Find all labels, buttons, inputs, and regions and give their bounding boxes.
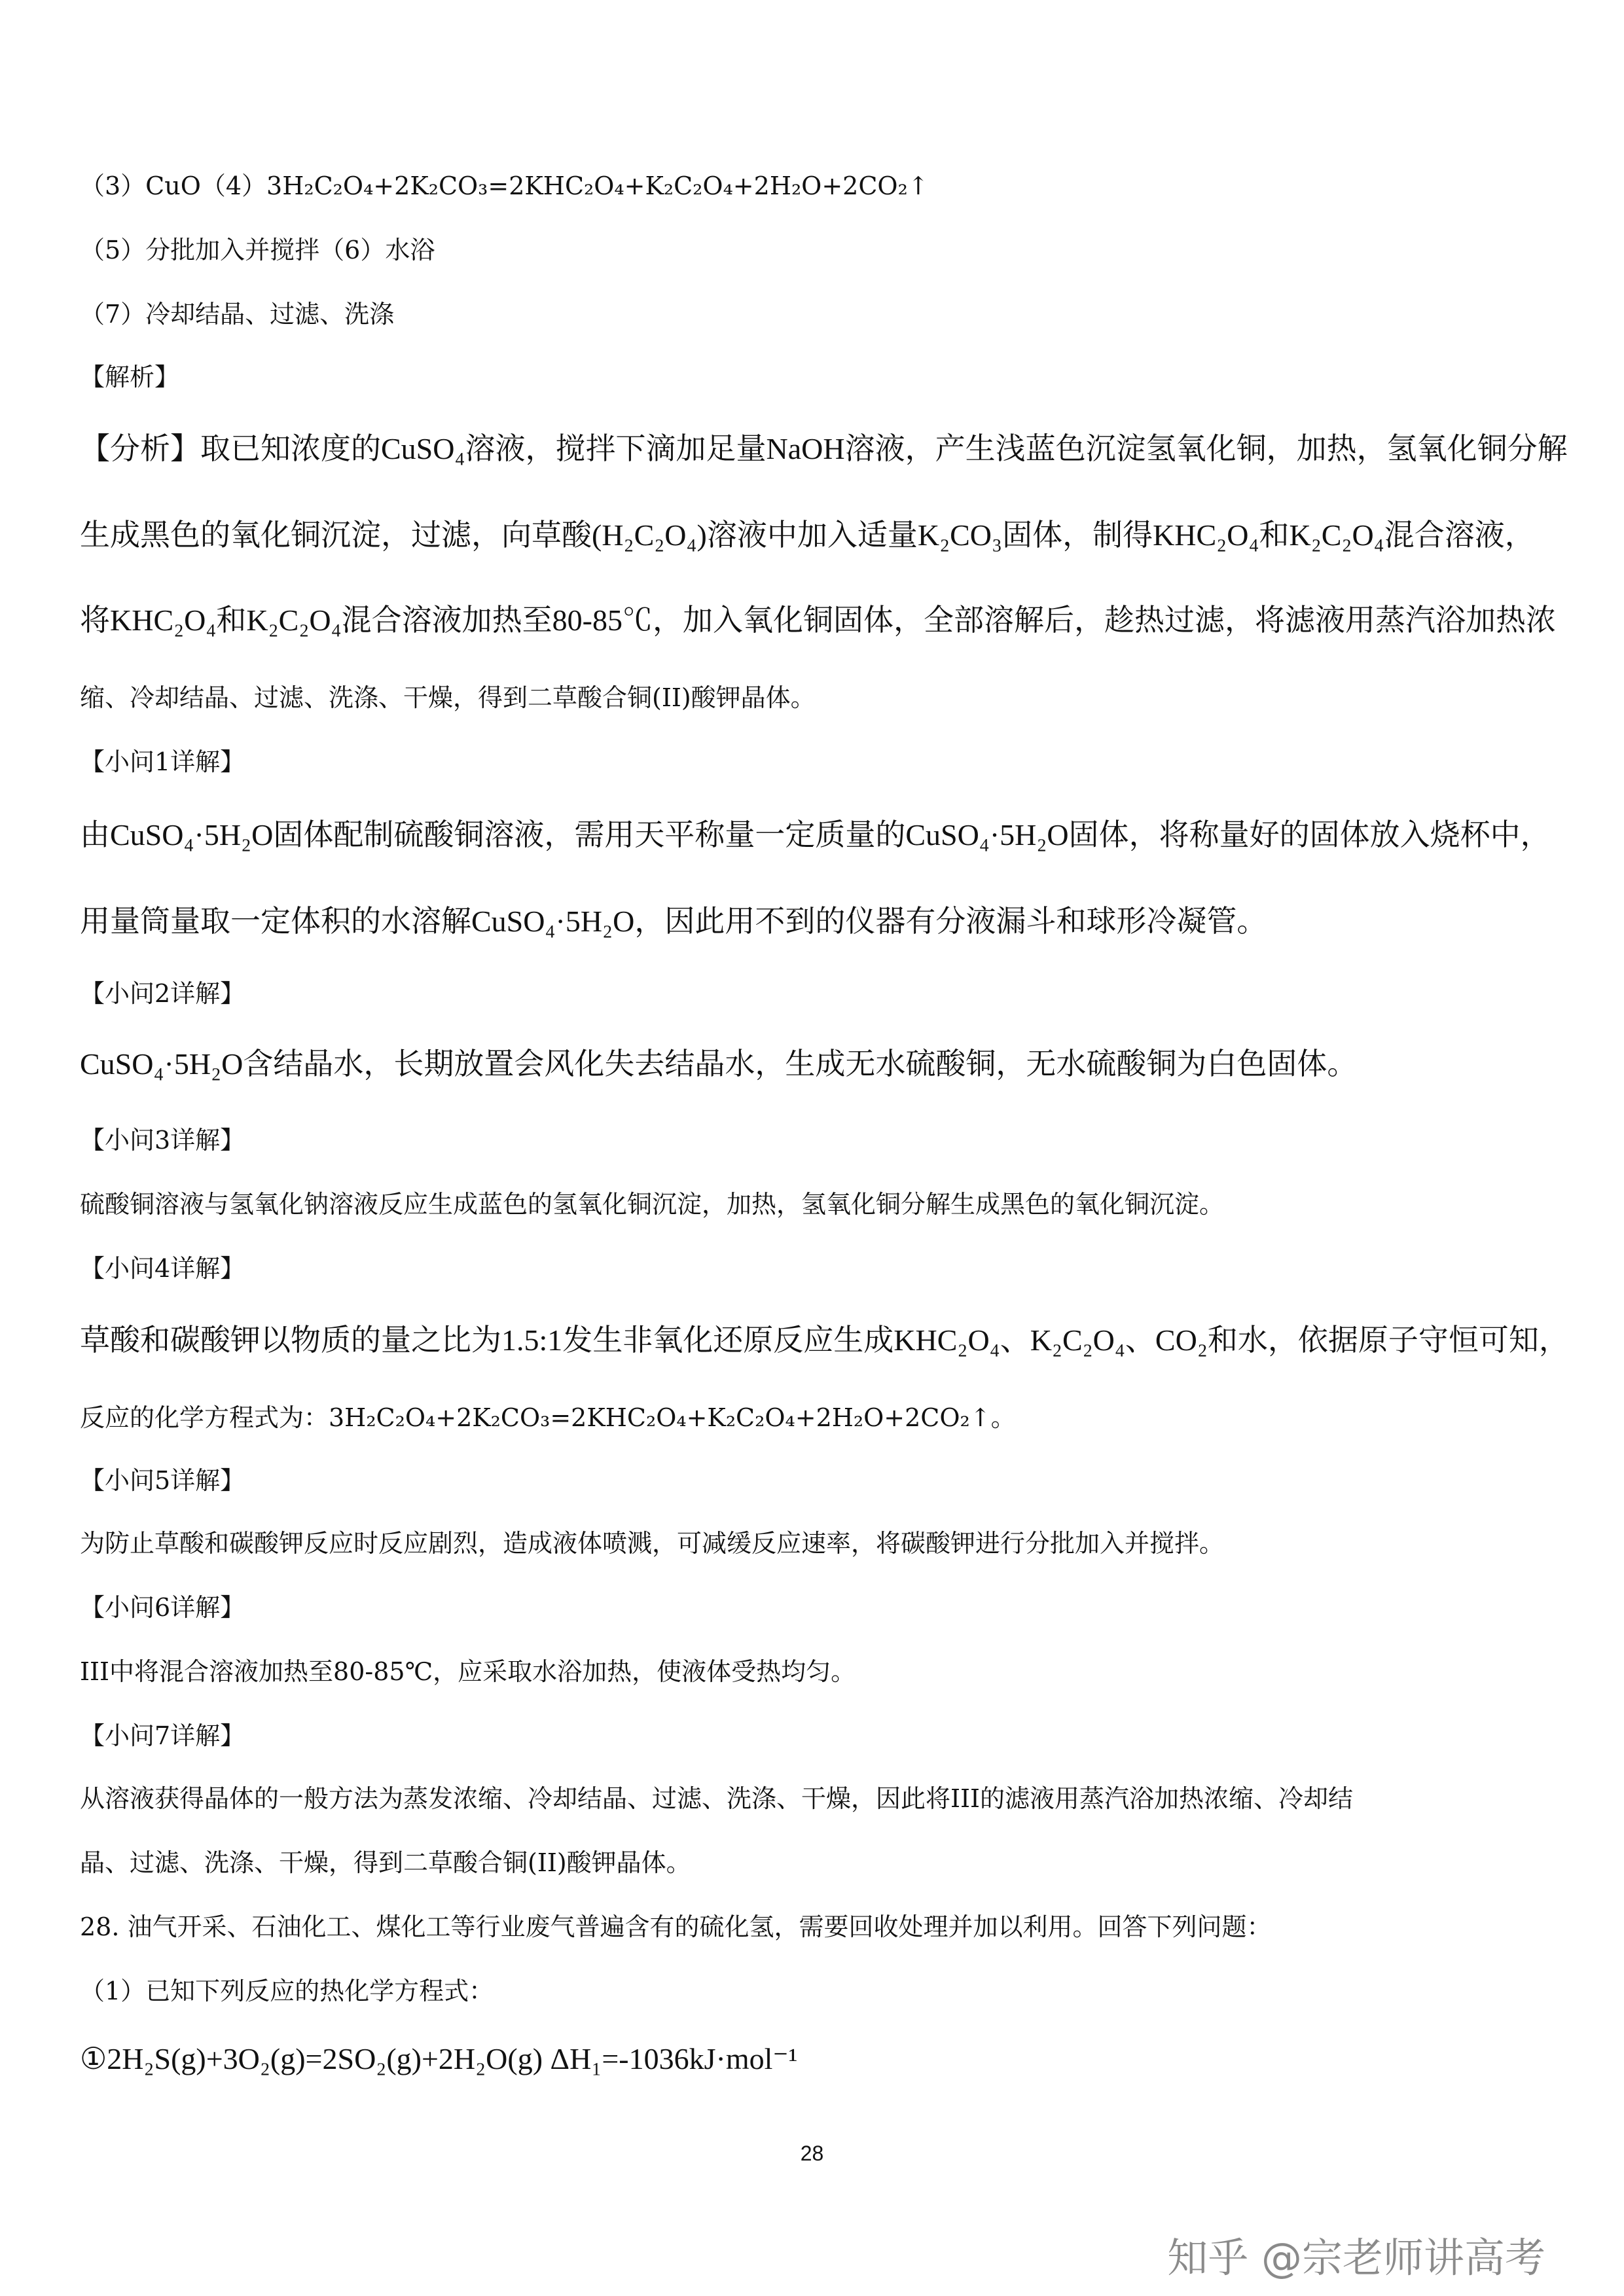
subquestion-explanation-line: 硫酸铜溶液与氢氧化钠溶液反应生成蓝色的氢氧化铜沉淀，加热，氢氧化铜分解生成黑色的氧化铜沉淀。 bbox=[80, 1190, 1225, 1219]
thermochemical-equation-1: ①2H₂S(g)+3O₂(g)=2SO₂(g)+2H₂O(g) ΔH₁=-1036kJ·mol⁻¹ bbox=[80, 2042, 798, 2075]
analysis-paragraph-line: 缩、冷却结晶、过滤、洗涤、干燥，得到二草酸合铜(II)酸钾晶体。 bbox=[80, 683, 816, 712]
subquestion-heading: 【小问2详解】 bbox=[80, 979, 245, 1008]
subquestion-heading: 【小问6详解】 bbox=[80, 1593, 245, 1622]
subquestion-explanation-line: 由CuSO₄·5H₂O固体配制硫酸铜溶液，需用天平称量一定质量的CuSO₄·5H₂O固体，将称量好的固体放入烧杯中， bbox=[80, 818, 1551, 852]
subquestion-heading: 【小问3详解】 bbox=[80, 1126, 245, 1155]
question-28-part-1: （1）已知下列反应的热化学方程式： bbox=[80, 1977, 494, 2005]
subquestion-explanation-line: CuSO₄·5H₂O含结晶水，长期放置会风化失去结晶水，生成无水硫酸铜，无水硫酸铜为白色固体。 bbox=[80, 1047, 1358, 1081]
analysis-paragraph-line: 【分析】取已知浓度的CuSO₄溶液，搅拌下滴加足量NaOH溶液，产生浅蓝色沉淀氢氧化铜，加热，氢氧化铜分解 bbox=[80, 432, 1568, 465]
page-number: 28 bbox=[800, 2142, 824, 2165]
question-28-stem: 28. 油气开采、石油化工、煤化工等行业废气普遍含有的硫化氢，需要回收处理并加以利用。回答下列问题： bbox=[80, 1912, 1272, 1941]
answer-line-7: （7）冷却结晶、过滤、洗涤 bbox=[80, 300, 395, 329]
subquestion-heading: 【小问1详解】 bbox=[80, 747, 245, 776]
subquestion-explanation-line: 用量筒量取一定体积的水溶解CuSO₄·5H₂O，因此用不到的仪器有分液漏斗和球形冷凝管。 bbox=[80, 905, 1267, 938]
analysis-paragraph-line: 将KHC₂O₄和K₂C₂O₄混合溶液加热至80-85℃，加入氧化铜固体，全部溶解后，趁热过滤，将滤液用蒸汽浴加热浓 bbox=[80, 603, 1556, 637]
answer-line-5-6: （5）分批加入并搅拌（6）水浴 bbox=[80, 236, 435, 264]
subquestion-explanation-line: 草酸和碳酸钾以物质的量之比为1.5:1发生非氧化还原反应生成KHC₂O₄、K₂C₂O₄、CO₂和水，依据原子守恒可知， bbox=[80, 1323, 1569, 1357]
subquestion-explanation-line: III中将混合溶液加热至80-85℃，应采取水浴加热，使液体受热均匀。 bbox=[80, 1657, 856, 1686]
section-heading-analysis: 【解析】 bbox=[80, 363, 180, 391]
watermark-text: 知乎 @宗老师讲高考 bbox=[1167, 2234, 1545, 2282]
subquestion-explanation-line: 从溶液获得晶体的一般方法为蒸发浓缩、冷却结晶、过滤、洗涤、干燥，因此将III的滤液用蒸汽浴加热浓缩、冷却结 bbox=[80, 1784, 1354, 1813]
analysis-paragraph-line: 生成黑色的氧化铜沉淀，过滤，向草酸(H₂C₂O₄)溶液中加入适量K₂CO₃固体，制得KHC₂O₄和K₂C₂O₄混合溶液， bbox=[80, 518, 1535, 552]
subquestion-explanation-line: 为防止草酸和碳酸钾反应时反应剧烈，造成液体喷溅，可减缓反应速率，将碳酸钾进行分批加入并搅拌。 bbox=[80, 1529, 1225, 1558]
subquestion-explanation-line: 反应的化学方程式为：3H₂C₂O₄+2K₂CO₃=2KHC₂O₄+K₂C₂O₄+2H₂O+2CO₂↑。 bbox=[80, 1403, 1016, 1432]
subquestion-heading: 【小问7详解】 bbox=[80, 1721, 245, 1750]
subquestion-heading: 【小问4详解】 bbox=[80, 1254, 245, 1283]
answer-line-3-4: （3）CuO（4）3H₂C₂O₄+2K₂CO₃=2KHC₂O₄+K₂C₂O₄+2H₂O+2CO₂↑ bbox=[80, 171, 929, 200]
subquestion-heading: 【小问5详解】 bbox=[80, 1466, 245, 1495]
subquestion-explanation-line: 晶、过滤、洗涤、干燥，得到二草酸合铜(II)酸钾晶体。 bbox=[80, 1848, 691, 1877]
